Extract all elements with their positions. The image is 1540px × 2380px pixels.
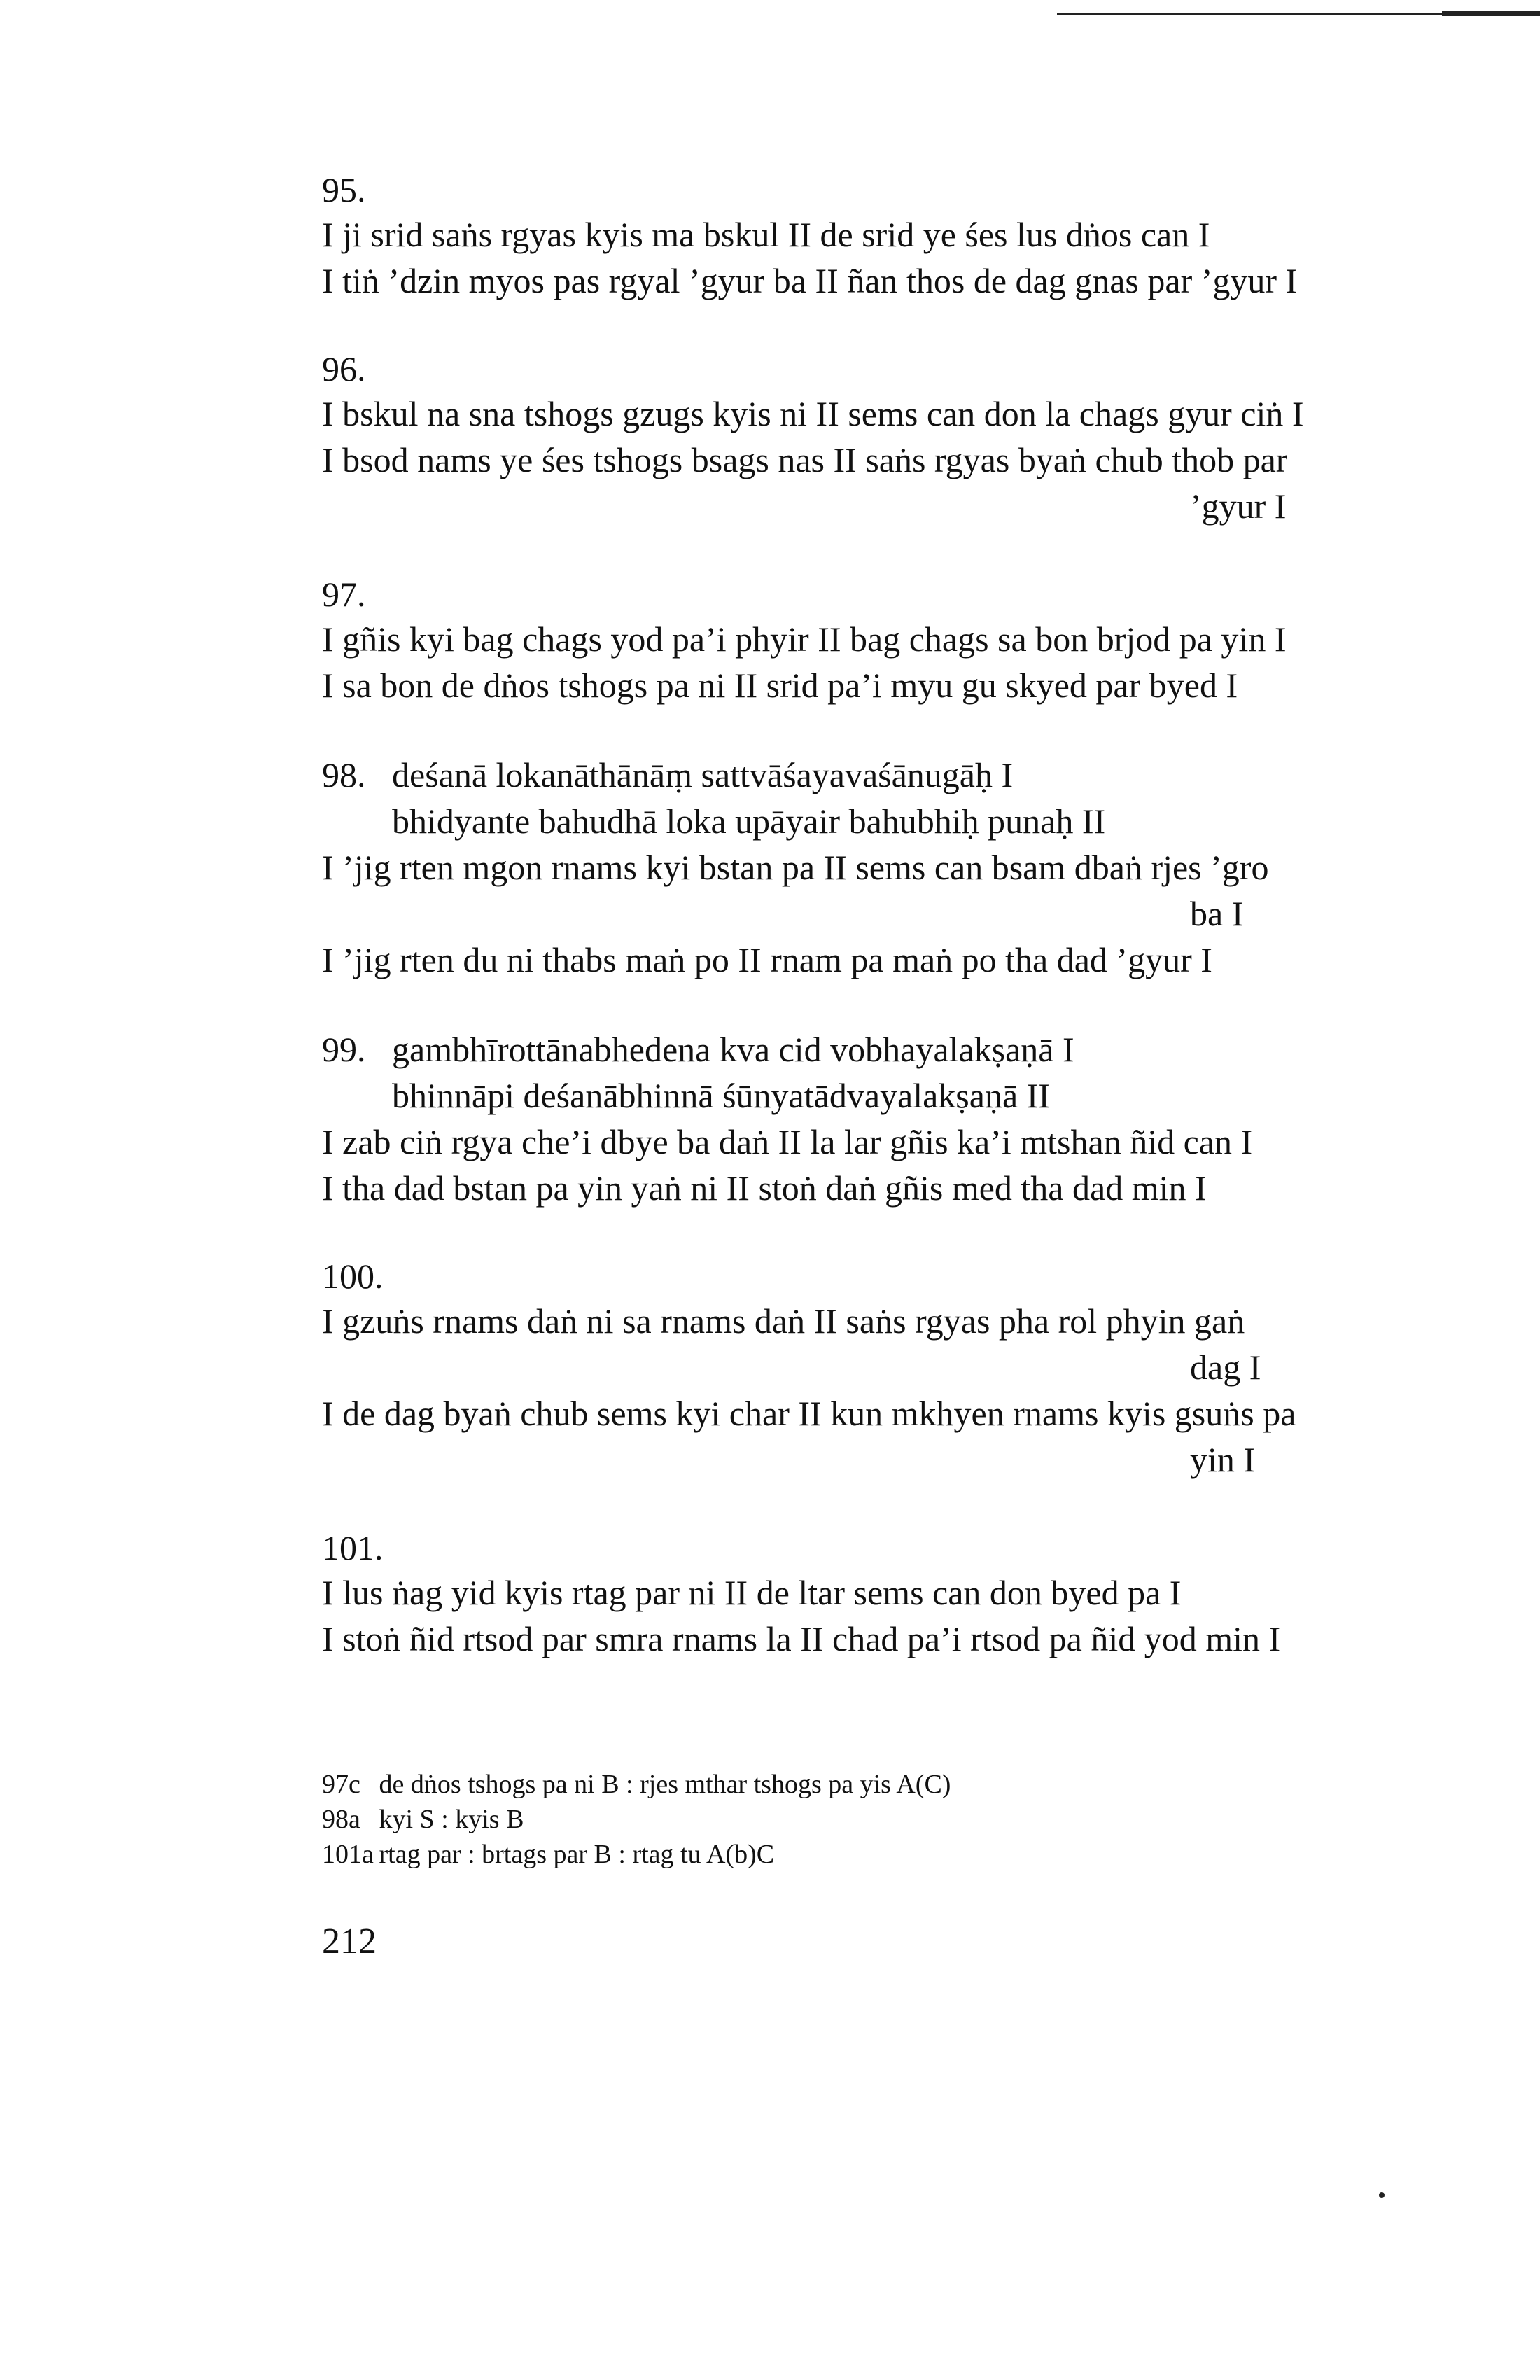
sanskrit-text: gambhīrottānabhedena kva cid vobhayalakṣaṇā I	[392, 1030, 1074, 1069]
verse-number: 98.	[322, 755, 366, 794]
verse-97	[322, 573, 1456, 708]
footnote-text: de dṅos tshogs pa ni B : rjes mthar tshogs pa yis A(C)	[379, 1770, 951, 1799]
footnote-text: rtag par : brtags par B : rtag tu A(b)C	[379, 1840, 775, 1869]
tibetan-line: I sa bon de dṅos tshogs pa ni II srid pa’i myu gu skyed par byed I	[322, 666, 1238, 705]
tibetan-line: I tha dad bstan pa yin yaṅ ni II stoṅ daṅ gñis med tha dad min I	[322, 1168, 1207, 1208]
sanskrit-text: deśanā lokanāthānāṃ sattvāśayavaśānugāḥ I	[392, 755, 1014, 794]
verse-100	[322, 1254, 1456, 1483]
tibetan-line: I lus ṅag yid kyis rtag par ni II de ltar sems can don byed pa I	[322, 1573, 1182, 1612]
footnote	[322, 1802, 1456, 1837]
verse-number: 101.	[322, 1528, 384, 1567]
verse-96	[322, 347, 1456, 529]
verse-101	[322, 1526, 1456, 1662]
tibetan-line: I zab ciṅ rgya che’i dbye ba daṅ II la lar gñis ka’i mtshan ñid can I	[322, 1122, 1253, 1161]
footnote-id: 101a	[322, 1840, 374, 1869]
tibetan-line-continuation: dag I	[1190, 1348, 1261, 1387]
tibetan-line: I ’jig rten mgon rnams kyi bstan pa II sems can bsam dbaṅ rjes ’gro	[322, 848, 1269, 887]
tibetan-line: I ’jig rten du ni thabs maṅ po II rnam pa maṅ po tha dad ’gyur I	[322, 940, 1212, 979]
tibetan-line: I stoṅ ñid rtsod par smra rnams la II chad pa’i rtsod pa ñid yod min I	[322, 1619, 1281, 1658]
footnotes	[322, 1767, 1456, 1872]
sanskrit-line: bhidyante bahudhā loka upāyair bahubhiḥ punaḥ II	[392, 802, 1106, 841]
tibetan-line-continuation: ’gyur I	[1190, 486, 1287, 526]
sanskrit-line	[322, 752, 1456, 798]
verse-98	[322, 752, 1456, 983]
tibetan-line-continuation: ba I	[1190, 894, 1244, 933]
sanskrit-line: bhinnāpi deśanābhinnā śūnyatādvayalakṣaṇā II	[392, 1076, 1050, 1115]
verse-number: 96.	[322, 349, 366, 388]
footnote	[322, 1767, 1456, 1802]
footnote	[322, 1837, 1456, 1872]
verse-95	[322, 168, 1456, 304]
tibetan-line-continuation: yin I	[1190, 1440, 1256, 1479]
tibetan-line: I bskul na sna tshogs gzugs kyis ni II sems can don la chags gyur ciṅ I	[322, 394, 1304, 433]
tibetan-line: I bsod nams ye śes tshogs bsags nas II saṅs rgyas byaṅ chub thob par	[322, 440, 1288, 479]
tibetan-line: I gzuṅs rnams daṅ ni sa rnams daṅ II saṅs rgyas pha rol phyin gaṅ	[322, 1301, 1245, 1340]
tibetan-line: I tiṅ ’dzin myos pas rgyal ’gyur ba II ñan thos de dag gnas par ’gyur I	[322, 261, 1298, 300]
page-number: 212	[322, 1921, 377, 1961]
footnote-id: 97c	[322, 1770, 360, 1799]
verse-number: 99.	[322, 1030, 366, 1069]
footnote-text: kyi S : kyis B	[379, 1805, 524, 1834]
tibetan-line: I ji srid saṅs rgyas kyis ma bskul II de srid ye śes lus dṅos can I	[322, 215, 1210, 254]
verse-number: 97.	[322, 575, 366, 614]
top-rule	[1057, 13, 1540, 15]
stray-dot	[1379, 2192, 1385, 2198]
verse-number: 95.	[322, 170, 366, 209]
page-body	[322, 168, 1456, 1962]
verse-99	[322, 1026, 1456, 1211]
tibetan-line: I gñis kyi bag chags yod pa’i phyir II bag chags sa bon brjod pa yin I	[322, 620, 1287, 659]
verse-number: 100.	[322, 1256, 384, 1296]
sanskrit-line	[322, 1026, 1456, 1072]
tibetan-line: I de dag byaṅ chub sems kyi char II kun mkhyen rnams kyis gsuṅs pa	[322, 1394, 1296, 1433]
footnote-id: 98a	[322, 1805, 360, 1834]
